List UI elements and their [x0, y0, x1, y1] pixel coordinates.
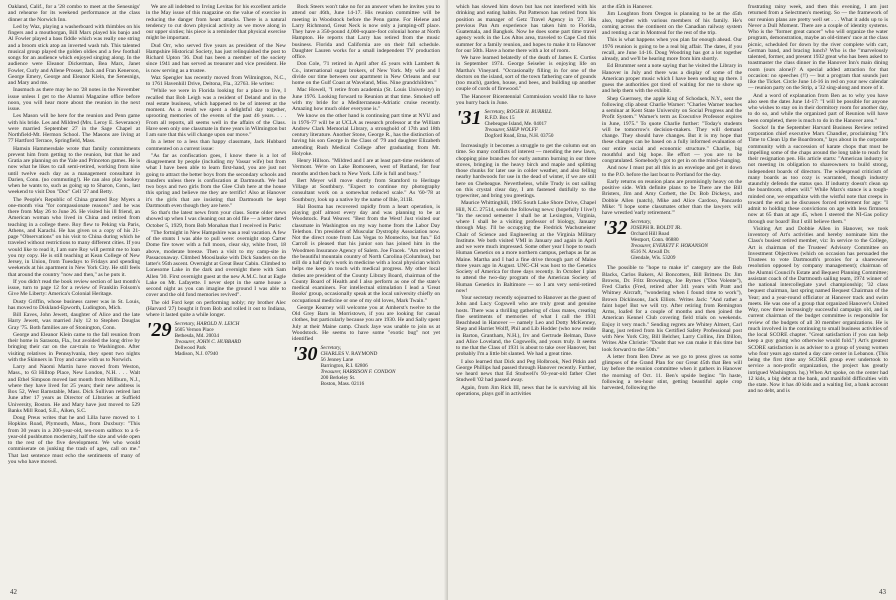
column-paragraph: This is what happens when you plan far enough ahead. Our 1976 reunion is going to be a real big affair. The dates, if you recall, are June 14-16. Doug Woodring has got a lot together already, and we'll be hearing more from him shortly.: [602, 37, 742, 62]
column-4: [456, 4, 596, 586]
column-1: [8, 4, 140, 586]
column-paragraph: Early returns on reunion plans are promisingly heavy on the positive side. With definite plans to be There are the Bill Bristers, Jim and Amy Corbett, the Dr. Bob Dickeys, and Dobbie Allen (natch), Mike and Alice Cardoso, Pancardo Mike: "I hope some classmates other than the lawyers will have wrestled 'early retirement.'": [602, 178, 742, 216]
class-officer-line: Westport, Conn. 06880: [630, 237, 679, 244]
class-officer-line: Secretary,: [630, 219, 652, 226]
column-paragraph: Waz Spengler has recently moved from Wilmington, N.C., to 1761 Havenhill Drive, Deltona, Fla., 32763. He writes:: [146, 74, 286, 87]
column-paragraph: frustrating rainy week, and then this evening, I am just returned from a Selectmen's meeting. So — the framework of our reunion plans are pretty well set . . . What it adds up to is Never a Dull Moment. There are a couple of identity systems. Who is the "former great cancer" who will organize the water program, demonstration, maybe an old-timers' race at the class picnic, scheduled for down by the river complete with cart, German band, and bracing lunch? Who is the "marvelously talented, former, and present 1932 great who has been asked to toastmaster the class dinner in the Hanover Inn's main dining room (ours alone)? A special added attraction for that occasion: no speeches (!!) — but a program that sounds just like the Ticket. Circle June 14-16 in red on your new calendar — reunion party on the Strip, a '32 sing-along and more of it.: [748, 4, 888, 92]
class-officer-line: Madison, N.J. 07940: [174, 351, 218, 358]
column-paragraph: Inasmuch as there may be no '28 notes in the November issue unless I get to the Alumni Magazine office before noon, you will hear more about the reunion in the next issue.: [8, 87, 140, 112]
column-paragraph: Again, from Jim Rick III, news that he is surviving all his operations, plays golf in activities: [456, 384, 596, 397]
class-officer-line: Treasurer, JOHN C. HUBBARD: [174, 339, 242, 346]
column-paragraph: George Kearney will welcome you at Amherst's twelve to the Old Grey Barn in Morristown, if you are looking for casual clothes, but particularly because you are 1930. He and Sally spent July at their Maine camp. Chuck Jaye was unable to join us at Woodstock. He seems to have some "exotic bug" not yet identified: [292, 304, 440, 342]
column-paragraph: Les Mason will be here for the reunion and Penn game with his bride. Les and Mildred (Mrs. Leroy E. Severance) were married September 27 in the Sage Chapel at Northfield-Mt. Hermon School. The Masons are living at 77 Hartford Terrace, Springfield, Mass.: [8, 113, 140, 145]
class-officer-line: JOSEPH R. BOLDT JR.: [630, 225, 682, 232]
column-paragraph: "As far as confiscation goes, I know there is a lot of disagreement by people (including my Vassar wife) but from what I have been able to learn first-hand, you are just not going to attract the better boys from the secondary schools and transfers unless there is confiscation at Dartmouth. We had two boys and two girls from the Glee Club here at the house this spring and believe me they are terrific! Also at Hanover it's the girls that are insisting that Dartmouth be kept Dartmouth even though they are here.": [146, 152, 286, 209]
class-officer-line: Dellwood Park: [174, 345, 206, 352]
column-paragraph: Bock Steers won't take no for an answer when he invites you to attend our 46th, June 14-17. His reunion committee will be meeting in Woodstock before the Penn game. For Helene and Larry Richmond, Great Neck is now only a jumping-off place. They have a 350-pound 4,000-square-foot colonial home at North Hampton. He reports that Larry has retired from the music business. Florida and California are on their fall schedule. Daughter Lauren works for a small independent TV production office.: [292, 4, 440, 60]
page-number-right: 43: [879, 588, 886, 596]
class-officer-line: Treasurer, SHEP WOLFF: [484, 127, 538, 133]
column-paragraph: Dud Orr, who served five years as president of the New Hampshire Historical Society, has just relinquished the post to Richard Upton '36. Dud has been a member of the society since 1941 and has served as treasurer and vice president. He is now serving as a trustee.: [146, 42, 286, 74]
column-paragraph: Maurice Whittinghill, 1905 South Lake Shore Drive, Chapel Hill, N.C. 27514, sends the following news: (hopefully I live!) "In the second semester I shall be at Lexington, Virginia, where I shall be a visiting professor of biology, January through May. I'll be occupying the Fredrick Wachsmeister Chair of Science and Engineering at the Virginia Military Institute. We both visited VMI in January and again in April and we were much impressed. Some other year I hope to teach Human Genetics on a more northern campus, perhaps as far as Maine. Martha and I had a fine drive through part of Maine three years ago in August. UNC-CH was host to the Genetics Society of America for three days recently. In October I plan to attend the two-day program of the American Society of Human Genetics in Baltimore — so I am very semi-retired now!: [456, 200, 596, 294]
column-paragraph: We know on the other hand is continuing part time at NYU and in 1976-77 will be at UCLA as research professor at the William Andrew Clark Memorial Library, a stronghold of 17th and 18th century literature. Another Stone, George R., has the distinction of having his son George in the Class of '79 and daughter Elizabeth attending Rush Medical College after graduating from Mt. Holyoke.: [292, 113, 440, 157]
class-officer-line: R.F.D. Box 15: [484, 115, 515, 121]
column-paragraph: We have learned belatedly of the death of James E. Curtiss in September 1974. George Seiseler is enjoying life on Martha's Vineyard. "Occasionally filling in for one of the doctors on the island, sort of the town fathering care of gounds (too much), garden, house, and bees, and building up another couple of cords of firewood.": [456, 55, 596, 93]
column-paragraph: We are all indebted to Irving Levitas for his excellent article in the May issue of this magazine on the value of exercise in reducing the danger from heart attacks. There is a natural tendency to cut down physical activity as we move along in our upper sixties; his piece is a reminder that physical exercise might be important.: [146, 4, 286, 42]
column-paragraph: at the 45th in Hanover.: [602, 4, 653, 10]
class-officer-line: Boston, Mass. 02116: [320, 381, 365, 388]
column-paragraph: A letter from Ben Drew as we go to press gives us some glimpses of the Grand Plan for our Great 45th that Ben will lay before the reunion committee when it gathers in Hanover the morning of Oct. 11. Ben's upside begins: "In haste, following a ten-hour stint, getting beautiful apple crop harvested, following the: [602, 353, 742, 391]
class-officers: [321, 345, 396, 387]
class-officer-line: Orchard Hill Road: [630, 231, 670, 238]
class-officer-line: CHARLES V. RAYMOND: [320, 351, 378, 358]
class-officer-line: Treasurer, EVERETT F. HOKANSON: [630, 243, 708, 250]
class-officer-line: 6516 N. Atwall Dr.: [630, 249, 671, 256]
column-paragraph: Increasingly it becomes a struggle to get the column out on time. So many conflicts of interest — mending the new lawn, chopping pine branches for early autumn burning in our three stoves, bringing in the heavy birch and maple and splitting those chunks for later use in colder weather, and also felling nearby hardwoods for use in the dead of winter, if we are still here on Chebeague. Nevertheless, while Trudy is out sailing on this crystal clear day, I am fastened dutifully to the typewriter, and bring you greetings.: [456, 143, 596, 199]
column-paragraph: The Hanover Bicentennial Commission would like to have you hurry back in June.: [456, 93, 596, 106]
column-paragraph: Bert Meyer will move shortly from Stamford to Heritage Village at Southbury. "Expect to continue my photography consultant work on a somewhat reduced scale." As '60-'78 at Southbury, look up a native by the name of Ihle, 311B.: [292, 177, 440, 203]
class-heading-1932: [602, 219, 742, 261]
class-officer-line: Treasurer, HARRISON F. CONDON: [320, 369, 396, 376]
class-year: '30: [292, 343, 318, 366]
class-officer-line: Secretary, ROGER H. BURRILL: [484, 109, 552, 115]
class-officer-line: Secretary,: [320, 345, 342, 352]
column-paragraph: Visiting Art and Dobbie Allen in Hanover, we took inventory of Art's activities and hereby nominate him the Class's busiest retired member, viz: In service to the College, Art is chairman of the Trustees' Advisory Committee on Investment Objectives (which on occasion has persuaded the Trustees to vote Dartmouth's proxies for a shareowner resolution opposed by company management); chairman of the Alumni Council's Estate and Bequest Planning Committee; assistant coach of the Dartmouth sailing team, 1974 winner of the national intercollegiate yawl championship; '32 class bequest chairman, last spring named Bequest Chairman of the Year; and a year-round officiator at Hanover track and swim meets. He was one of a group that organized Hanover's United Way, now three increasingly successful campaign old, and is current chairman of the budget committee is responsible for review of the budgets of all 30 member organizations. He is much involved in the continuing to small business activities of the local SCORE chapter. "Great satisfaction if you can help keep a guy going who otherwise would fold.") Art's greatest SCORE satisfaction is as adviser to a group of young women who four years ago started a day care center in Lebanon. (This being the first time any SCORE group ever undertook to service a non-profit organization, the project has greatly intrigued Washington. hq.) When Art spoke, on the center had 12 kids, a big debt at the bank, and manifold difficulties with the state. Now it has 40 kids and a waiting list, a bank account and no debt, and is: [748, 225, 888, 395]
class-officer-line: 5605 Vernon Place: [174, 327, 214, 334]
right-page: [448, 0, 896, 600]
column-paragraph: I also learned that Dick and Peg Holbrook, Ned Pitkin and George Phillips had passed through Hanover recently. Further, we heard news that Ed Studwell's 93-year-old father Chet Studwell '02 had passed away.: [456, 358, 596, 384]
column-paragraph: And now I must put all this in an envelope and get it down to the P.O. before the last boat to Portland for the day.: [602, 165, 742, 178]
class-heading-1929: [146, 321, 286, 357]
column-paragraph: Doug Preus writes that he and Lilla have moved to 1 Hopkins Road, Plymouth, Mass., from Duxbury: "This from 30 years in a 200-year-old, ten-room saltbox to a 6-year-old pushbutton modernity, half the size and wide open to the rest of the five development. We who would commiserate on junking the trash of ages, call on me." That last sentence must echo the sentiments of many of you who have moved.: [8, 415, 140, 465]
column-5: [602, 4, 742, 586]
column-paragraph: Don Cole, '71 retired in April after 45 years with Lambert & Co., international sugar brokers, of New York. My wife and I divide our time between our apartment in New Orleans and our home on the Gulf Coast at Waveland, Miss. Nine grandchildren.": [292, 61, 440, 86]
column-paragraph: Led by Waz, playing a washerboard with thimbles on his fingers and a mouthorgan, Bill Marx played his banjo and Al Fowler played a bass fiddle which was really one string and a broom stick atop an inverted wash tub. This talented musical group played the golden oldies and a few football songs for an audience which enjoyed singing along. In the audience were Eleanor Dickerman, Bea Marx, Janet Fowler, Curly and Allene Prosser, Jack and Fran Kenerson, George Emery, George and Eleanor Klein, the Senesnigs, and Mary and me.: [8, 23, 140, 86]
class-year: '31: [456, 107, 482, 129]
column-paragraph: Larry and Naomi Martin have moved from Weston, Mass., to 63 Hilltop Place, New London, N.H. . . . Walt and Ethel Simpson moved last month from Millburn, N.J., where they have lived for 25 years; their new address is Box 52, West Barnstable, Mass. Dick Sullivan retired last June after 17 years as Director of Libraries at Suffield University, Boston. He and Mary have just moved to 529 Banks Mill Road, S.E., Aiken, S.C.: [8, 364, 140, 414]
column-6: [748, 4, 888, 586]
class-year: '32: [602, 217, 628, 240]
class-officer-line: Bethesda, Md. 20034: [174, 333, 219, 340]
column-paragraph: Dusty Griffin, whose business career was in St. Louis, has moved to Diskland-Epworth, Ludington, Mich.: [8, 298, 140, 311]
column-paragraph: which has slowed him down but has not interfered with his drinking and eating habits. Pat Patterson has retired from his position as manager of Getz Travel Agency in '27. His previous Pan Am experience has taken him to Florida, Guatemala, and Bangkok. Now he does some part time travel agency work in the Los Altos area, traveled to Cape Cod this summer for a family reunion, and hopes to make it to Hanover for our 50th. Have a home there with a lot of room.: [456, 4, 596, 54]
column-paragraph: Hal Bosma has recovered rapidly from a heart operation, is playing golf almost every day and was planning to be at Woodstock. Paul Weaver. "Best from the West! Just visited our classmate in Washington on my way home from the Labor Day Telethon. I'm president of Muscular Dystrophy Association now. Not the direct route from Las Vegas to Montecito, but fun." Ed Carroll is pleased that his junior son has joined him in the Woodmen Insurance Agency of Salem. Joe Fracek. "Am retired to the beautiful mountain country of North Carolina (Columbus), but still do a half day's work in medicine with a local physician which helps me keep in touch with medical progress. My other local duties are president of the County Library Board, chairman of the County Board of Health and I also perform as one of the state's medical examiners. For intellectual stimulation I lead a 'Great Books' group, occasionally speak at the local university chiefly on occupational medicine or one of my old loves, Mark Twain.": [292, 203, 440, 304]
page-number-left: 42: [10, 588, 17, 596]
class-heading-1930: [292, 345, 440, 387]
column-paragraph: Ed Brummer sent a note saying that he visited the Library in Hanover in July and there was a display of some of the American proper music which I have been sending up there. I guess the authorities got tired of waiting for me to show up and help them with the exhibit.: [602, 63, 742, 95]
class-year: '29: [146, 319, 172, 342]
column-paragraph: In a letter to a less than happy classmate, Jack Hubbard commented on a current issue:: [146, 139, 286, 152]
column-paragraph: If you didn't read the book review section of last month's issue, turn to page 12 for a review of Franklin Folsom's Give Me Liberty: America's Colonial Heritage.: [8, 278, 140, 298]
class-officer-line: Glendale, Wis. 53209: [630, 255, 676, 262]
class-officer-line: Secretary, HAROLD N. LEICH: [174, 321, 240, 328]
class-officer-line: Dogford Road, Etna, N.H. 03750: [484, 133, 554, 139]
column-paragraph: Your secretary recently sojourned to Hanover as the guest of John and Lucy Cogswell who are truly great and genuine hosts. There was a thrilling gathering of class mates, creating fine sentiments of memories of what I call the 1931 Beachhead in Hanover — namely Leo and Dotty McKenney, Shep and Harriet Wolff, Phil and Lib Hodder (who now reside in Barton, Grantham, N.H.), Irv and Gertrude Belman, Dave and Alice Loveland, the Cogswells, and yours truly. It seems to me that the Class of 1931 is about to take over Hanover, but probably I'm a little bit slanted. We had a great time.: [456, 295, 596, 358]
column-2: [146, 4, 286, 586]
class-officer-line: 200 Berkeley St.: [320, 375, 356, 382]
class-officers: [485, 109, 554, 139]
column-paragraph: So that's the latest news from your class. Some older news showed up when I was cleaning out an old file — a letter dated October 5, 1929, from Bob Monahan that I received in Paris:: [146, 210, 286, 229]
column-paragraph: Jim Loughton from Oregon is planning to be at the 45th also, together with various members of his family. He's coming across the continent on the Canadian railway system and renting a car in Montreal for the rest of the trip.: [602, 11, 742, 36]
class-officers: [175, 321, 242, 357]
column-paragraph: The possible to "hope to make it" category are the Bob Blacks, Carlos Bakers, Al Boncotters, Bill Brittens Dr. Jim Browns, Dr. Fritz Brownings, Joe Byrnes ("Dos Volente"), Fred Clarks (Fred, retired after 341 years with Pratt and Whitney Aircraft, "wondering when I found time to work"), Brown Dickinsons, Jack Elliots. Writes Jack: "And rather a faint hope! But we will try. After retiring from Remington Arms, loafed for a couple of months and then joined the American Kennel Club covering field trials on weekends. Enjoy it very much." Sending regrets are Whitey Almert, Carl Bang, just retired from his Certified Safety Professional post with New York City, Bill Belcher, Larry Collins, Jim Dillon, Writes Abe Christie: "Doubt that we can make it this time but look forward to the 50th.": [602, 265, 742, 353]
column-paragraph: Socko! In the September Harvard Business Review retired corporation chief executive Marx Chandler, proclaiming "It's Time to Clean Up the Boardroom," lays about in the corporate community with a succession of karate chops that must be impelling some of the chaps around the long table to reach for their resignation pen. His article starts: "American industry is not meeting its obligation to shareowners to build strong, independent boards of directors. The widespread criticism of many boards as too cozy is warranted, though industry staunchly defends the status quo. If industry doesn't clean up the boardroom, others will." While Marx's stance is a tough-minded one, we empathize with the wistful note that creeps in toward the end as he discusses forced retirement for age: "I admit to holding these convictions on age with less firmness now at 65 than at age 45, when I steered the NI-Gas policy through our board! But I still believe them.": [748, 124, 888, 225]
class-officer-line: Barrington, R.I. 02806: [320, 363, 368, 370]
column-paragraph: Oakland, Calif., for a '28 combo to meet at the Senesnigs' and rehearse for its weekend performance at the class dinner at the Norwich Inn.: [8, 4, 140, 23]
column-paragraph: Hamsin Hammersdale wrote that family commitments prevent him from getting to the reunion, but that he and Gratia are planning on the Yale and Princeton games. He is now what he likes to call semi-retired, working from nine until twelve each day as a management consultant in Darien, Conn. (no commuting!). He can also play hookey when he wants to, such as going up to Sharon, Conn., last weekend to visit Don "Doc" Cell '27 and Betty.: [8, 145, 140, 196]
column-paragraph: And a word of explanation from Ben as to why you have also seen the dates June 14-17: "I will be possible for anyone who wishes to stay on in their dormitory room for another day, to do so, and while the organized part of Reunion will have been completed, there is much to do in the Hanover area.": [748, 92, 888, 124]
column-paragraph: George and Eleanor Klein came to the fall reunion from their home in Sarasota, Fla., but avoided the long drive by bringing their car on the car-train to Washington. After visiting relatives in Pennsylvania, they spent two nights with the Skinners in Troy and came with us to Norwich.: [8, 331, 140, 363]
column-3: [292, 4, 440, 586]
class-officers: [631, 219, 708, 261]
column-paragraph: "The fortnight in New Hampshire was a real vacation. A few of the stunts I was able to pull were: overnight stop Carter Dome fire tower with a full moon, clear sky, white frost, 18 above, moderate breeze. Then a visit to my camp-site in Passaconaway. Climbed Moosilauke with Dick Sanders on the latter's 95th ascent. Overnight at Great Bear Cabin. Climbed to Lonesome Lake in the dark and overnight there with Sam Allen '30. First overnight guest at the new A.M.C. hut at Eagle Lake on Mt. Lafayette. I never slept in the same house a second night as you can imagine the ground I was able to cover and the old fond memories revived".: [146, 229, 286, 299]
column-paragraph: The old Ford kept on performing nobly; my brother Alec (Harvard '27) bought it from Bob and rolled it out to Indiana, where it lasted quite a while longer.: [146, 299, 286, 318]
class-heading-1931: [456, 109, 596, 139]
column-paragraph: Bill Eaves, John Jewett, daughter of Alice and the late Harry Jewett, was married July 12 to Stephen Douglas Gray '75. Both families are of Stonington, Conn.: [8, 312, 140, 331]
column-paragraph: Shep Guernsey, the apple king of Schodack, N.Y., sent the following clip about Charlie Warner: "Charles Warner teaches a seminar at Kent State University on Social Progress and the Profit System." Warner's term as Executive Professor expires in June, 1975." To quote Charlie further: "Today's students will be tomorrow's decision-makers. They will demand change. They should have changes. But it is my hope that these changes can be based on a fully informed evaluation of our entire social and economic structure." Charlie, big mouthful and big hope. Be effort — you are to be congratulated. Somebody's got to get in on the mind-changing.: [602, 95, 742, 164]
class-officer-line: 56 Jenney Lane: [320, 357, 354, 364]
column-paragraph: The People's Republic of China granted Roy Myers a one-month visa "for compassionate reasons" and he was there from May 26 to June 26. He visited his ill friend, an American woman who lived in China and retired from teaching in a college there. Roy flew to Peking via Paris, Athens, and Karachi. He has given us a copy of his 21-page "Observations" on his visit to China during which he traveled without restrictions to many different cities. If you would like to read it, I am sure Roy will permit me to loan you my copy. He is still teaching at Kean College of New Jersey, in Union, from Tuesdays to Fridays and spending weekends at his apartment in New York City. He still feels that around the country "now and then," as he puts it.: [8, 196, 140, 278]
column-paragraph: Henry Hillson. "Mildred and I are at least part-time residents of Vermont. We're on Lake Bomoseen, west of Rutland, for four months and then back to New York. Life is full and busy.": [292, 158, 440, 177]
column-paragraph: Mac Howell, "I retire from academia (St. Louis University) in June 1976. Looking forward to Reunion at that time. Smoked off with my bride for a Mediterranean-Adriatic cruise recently. Amazing how much older everyone is.": [292, 87, 440, 112]
class-officer-line: Chebeague Island, Me. 04017: [484, 121, 547, 127]
column-paragraph: "While we were in Florida looking for a place to live, I recalled that Bob Leigh was a resident of Deland and in the real estate business, which happened to be of interest at the moment. As a result we spent a delightful day together, uprooting memories of the events of the past 46 years. . . . From all reports, all seems well in the affairs of the Class. Have seen only one classmate in three years in Wilmington but I am sure that this will change upon our move.": [146, 88, 286, 138]
